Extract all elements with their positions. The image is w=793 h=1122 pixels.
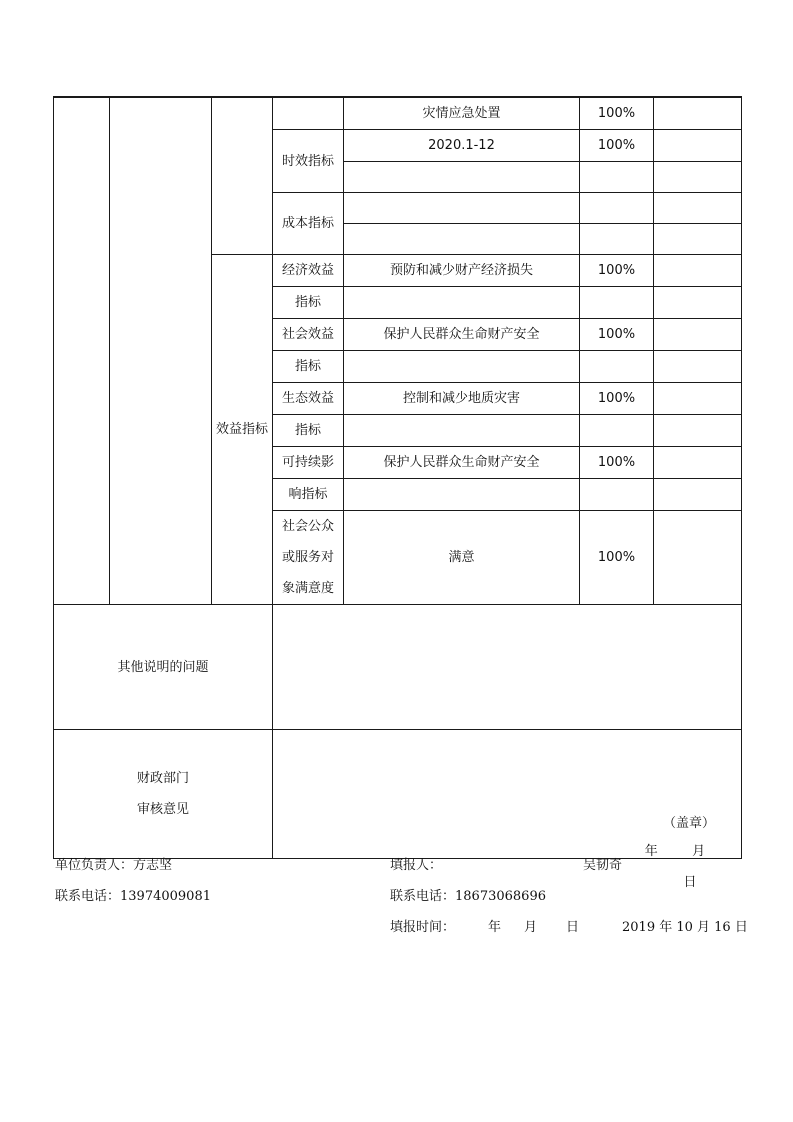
cost-pct-1 <box>580 193 654 224</box>
timeliness-label: 时效指标 <box>273 130 344 193</box>
social-extra-2 <box>654 351 742 383</box>
sustainable-extra-2 <box>654 479 742 511</box>
phone-1: 联系电话：13974009081 <box>55 889 211 904</box>
ecological-value: 控制和减少地质灾害 <box>344 383 580 415</box>
phone-2: 联系电话：18673068696 <box>390 889 546 904</box>
seal-label: （盖章） <box>663 816 716 831</box>
blank-col-2 <box>110 97 212 605</box>
disaster-extra <box>654 97 742 130</box>
review-label-2: 审核意见 <box>136 802 189 817</box>
disaster-pct: 100% <box>580 97 654 130</box>
fill-month: 月 <box>524 920 538 935</box>
fill-year: 年 <box>488 920 502 935</box>
economic-extra <box>654 255 742 287</box>
ecological-value-2 <box>344 415 580 447</box>
satisfaction-extra <box>654 511 742 605</box>
sustainable-pct: 100% <box>580 447 654 479</box>
timeliness-extra <box>654 130 742 162</box>
table-row <box>54 97 742 130</box>
sustainable-extra <box>654 447 742 479</box>
social-value: 保护人民群众生命财产安全 <box>344 319 580 351</box>
timeliness-value: 2020.1-12 <box>344 130 580 162</box>
timeliness-pct-2 <box>580 162 654 193</box>
sustainable-value: 保护人民群众生命财产安全 <box>344 447 580 479</box>
filler-name: 吴韧奇 <box>583 858 623 873</box>
ecological-extra-2 <box>654 415 742 447</box>
economic-label-1: 经济效益 <box>273 255 344 287</box>
economic-pct-2 <box>580 287 654 319</box>
satisfaction-pct: 100% <box>580 511 654 605</box>
filler-label: 填报人： <box>390 858 443 873</box>
economic-extra-2 <box>654 287 742 319</box>
table-row <box>54 730 742 859</box>
fill-date: 2019 年 10 月 16 日 <box>622 920 748 935</box>
sustainable-label-2: 响指标 <box>273 479 344 511</box>
satisfaction-value: 满意 <box>344 511 580 605</box>
sustainable-pct-2 <box>580 479 654 511</box>
cost-extra-2 <box>654 224 742 255</box>
cost-label: 成本指标 <box>273 193 344 255</box>
table-row <box>54 605 742 730</box>
economic-value-2 <box>344 287 580 319</box>
ecological-label-1: 生态效益 <box>273 383 344 415</box>
social-pct: 100% <box>580 319 654 351</box>
social-pct-2 <box>580 351 654 383</box>
fill-day: 日 <box>566 920 580 935</box>
social-extra <box>654 319 742 351</box>
timeliness-value-2 <box>344 162 580 193</box>
cost-value-1 <box>344 193 580 224</box>
output-indicator-cell <box>212 97 273 255</box>
satisfaction-label-2: 或服务对 <box>273 542 344 573</box>
seal-date <box>639 836 741 898</box>
unit-head: 单位负责人：方志坚 <box>55 858 173 873</box>
review-label-cell <box>54 730 273 859</box>
cost-pct-2 <box>580 224 654 255</box>
economic-pct: 100% <box>580 255 654 287</box>
disaster-value: 灾情应急处置 <box>344 97 580 130</box>
quality-sub-cell <box>273 97 344 130</box>
seal-day: 日 <box>683 875 697 890</box>
economic-value: 预防和减少财产经济损失 <box>344 255 580 287</box>
review-label-1: 财政部门 <box>136 771 189 786</box>
benefit-label: 效益指标 <box>212 255 273 605</box>
social-label-1: 社会效益 <box>273 319 344 351</box>
sustainable-value-2 <box>344 479 580 511</box>
economic-label-2: 指标 <box>273 287 344 319</box>
ecological-pct-2 <box>580 415 654 447</box>
satisfaction-label-1: 社会公众 <box>273 511 344 543</box>
ecological-label-2: 指标 <box>273 415 344 447</box>
seal-month: 月 <box>692 844 706 859</box>
cost-extra-1 <box>654 193 742 224</box>
other-issues-label: 其他说明的问题 <box>54 605 273 730</box>
satisfaction-label-3: 象满意度 <box>273 573 344 605</box>
blank-col-1 <box>54 97 110 605</box>
fill-time-label: 填报时间： <box>390 920 456 935</box>
sustainable-label-1: 可持续影 <box>273 447 344 479</box>
seal-year: 年 <box>644 844 658 859</box>
timeliness-pct: 100% <box>580 130 654 162</box>
other-issues-content <box>273 605 742 730</box>
ecological-pct: 100% <box>580 383 654 415</box>
ecological-extra <box>654 383 742 415</box>
cost-value-2 <box>344 224 580 255</box>
timeliness-extra-2 <box>654 162 742 193</box>
social-label-2: 指标 <box>273 351 344 383</box>
social-value-2 <box>344 351 580 383</box>
